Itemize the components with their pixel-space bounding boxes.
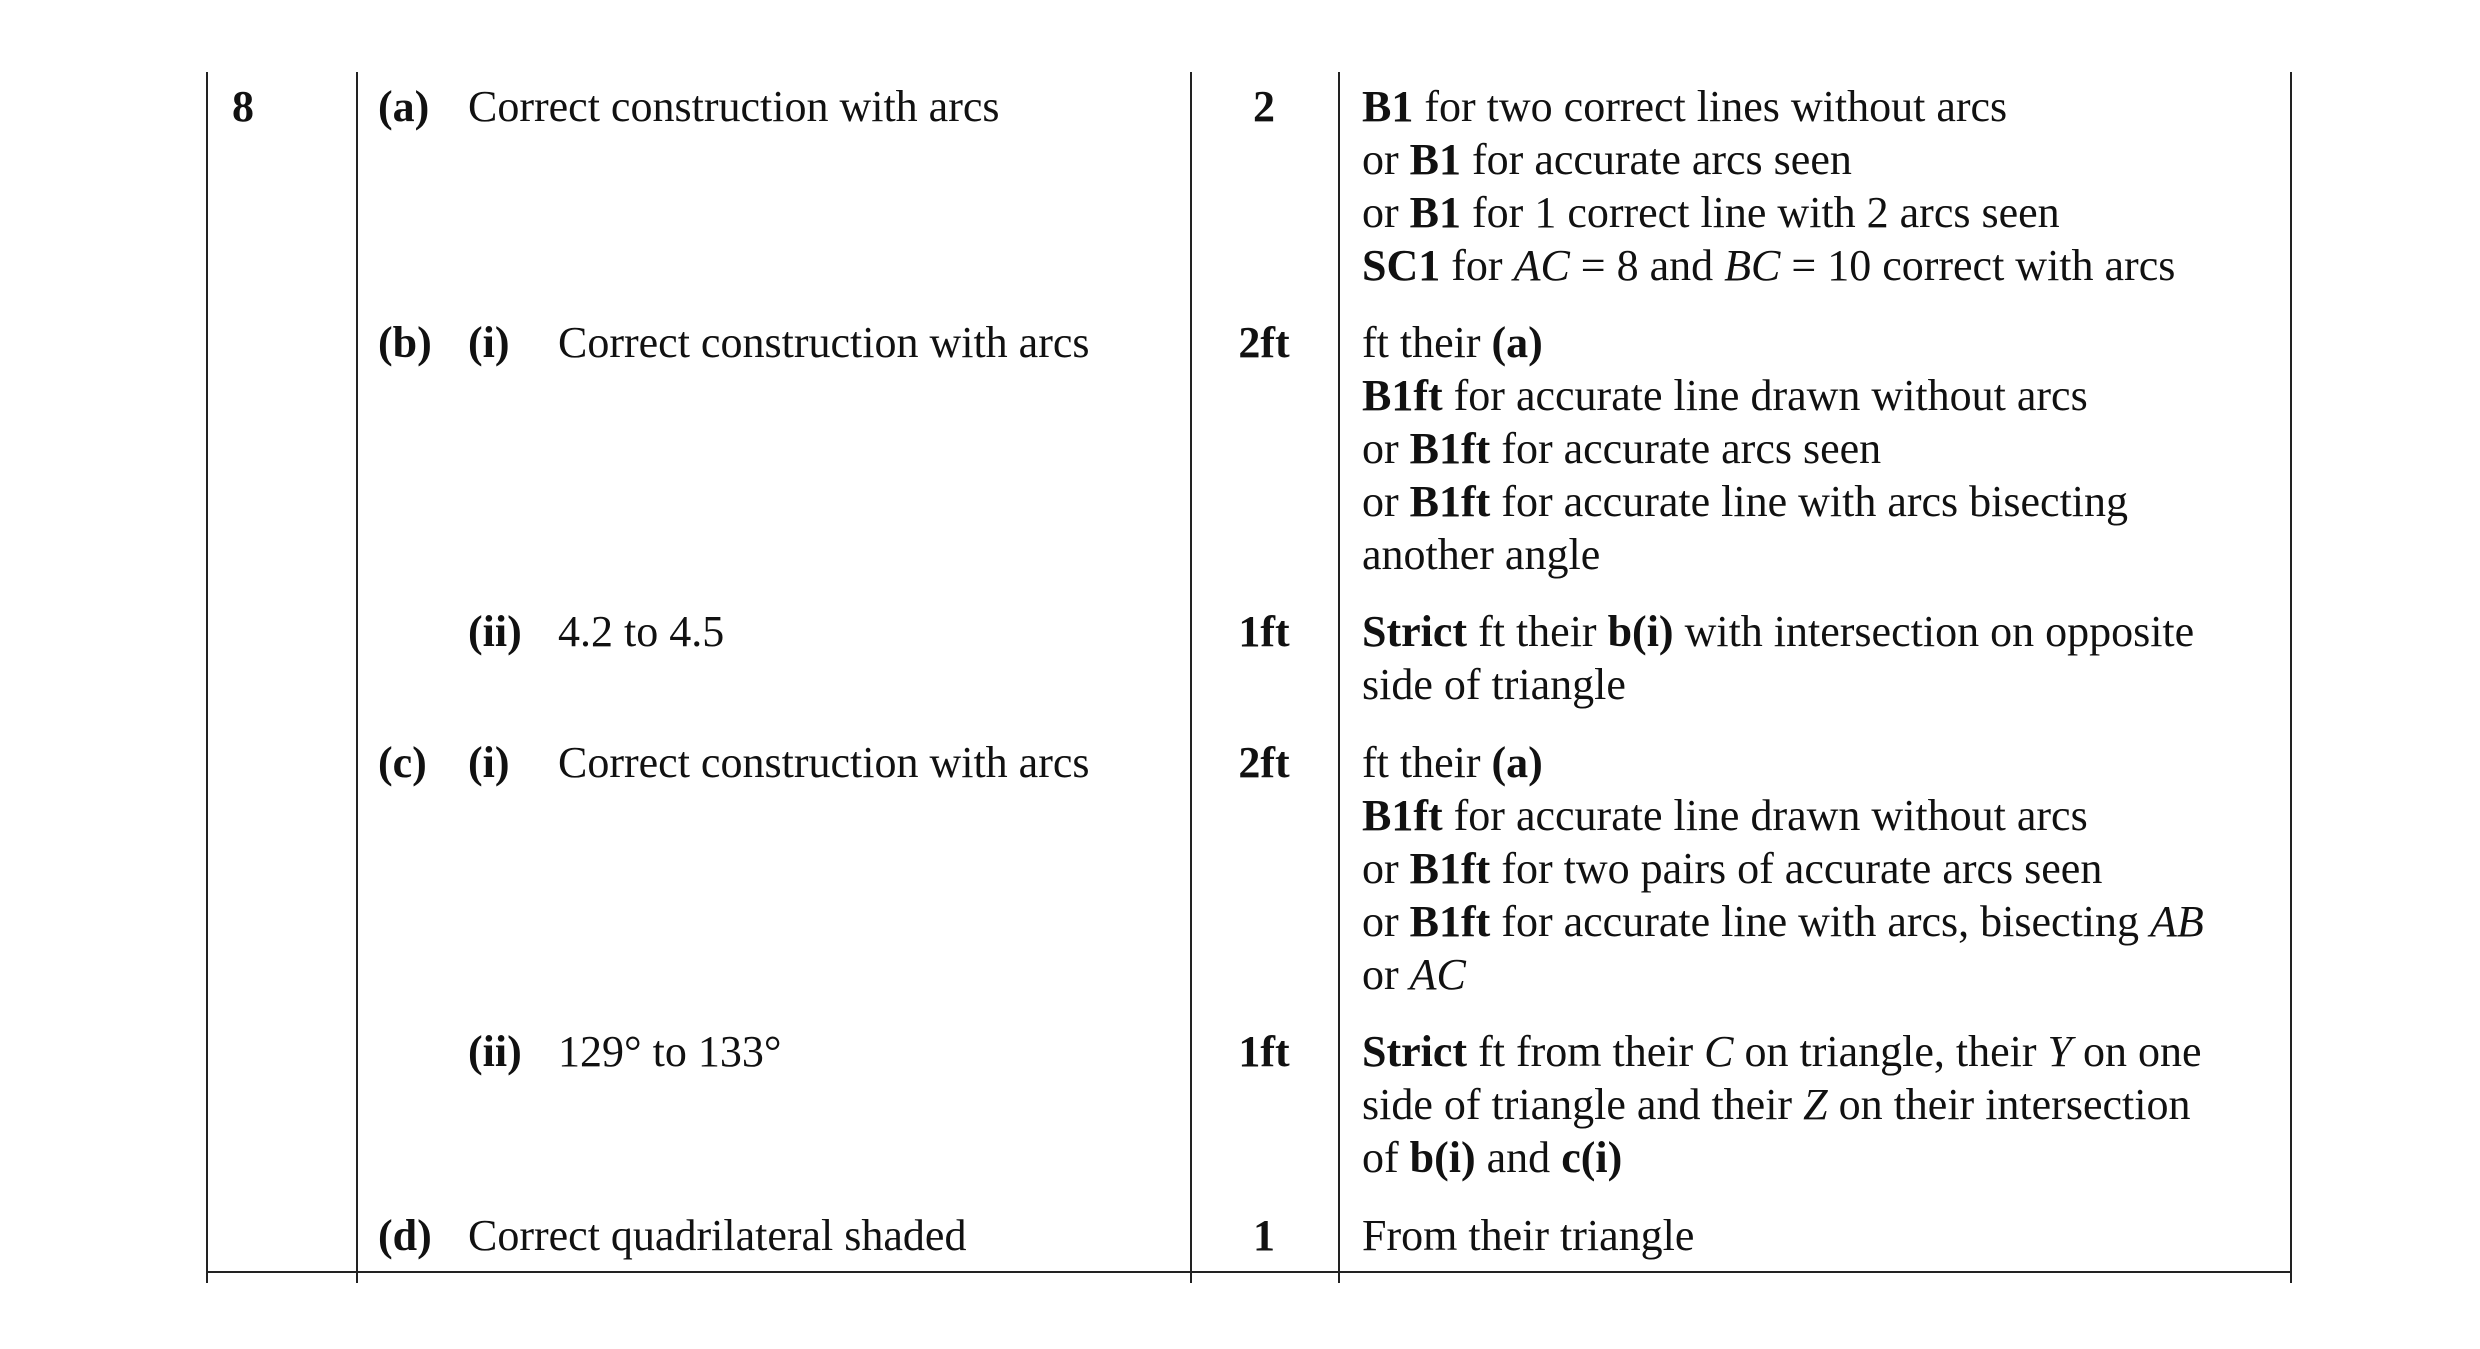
subpart-label-b-ii: (ii) bbox=[468, 607, 522, 656]
answer-d: Correct quadrilateral shaded bbox=[468, 1211, 967, 1260]
guidance-line bbox=[1362, 133, 2175, 186]
mark-code: B1ft bbox=[1409, 477, 1491, 526]
guidance-line bbox=[1362, 658, 2194, 711]
mark-code: SC1 bbox=[1362, 241, 1441, 290]
guidance-line bbox=[1362, 1078, 2202, 1131]
math-variable: Y bbox=[2047, 1027, 2072, 1076]
guidance-text: or bbox=[1362, 135, 1410, 184]
guidance-line bbox=[1362, 528, 2128, 581]
guidance-text: for bbox=[1440, 241, 1514, 290]
mark-b-ii: 1ft bbox=[1238, 607, 1290, 656]
table-bottom-rule bbox=[206, 1271, 2291, 1273]
mark-code: B1 bbox=[1409, 188, 1462, 237]
part-label-a: (a) bbox=[378, 82, 430, 131]
guidance-text: ft their bbox=[1362, 738, 1492, 787]
guidance-line bbox=[1362, 80, 2175, 133]
guidance-line bbox=[1362, 1025, 2202, 1078]
guidance-text: side of triangle bbox=[1362, 660, 1626, 709]
guidance-text: or bbox=[1362, 188, 1410, 237]
guidance-text: From their triangle bbox=[1362, 1211, 1695, 1260]
guidance-text: ft their bbox=[1362, 318, 1492, 367]
math-variable: BC bbox=[1724, 241, 1781, 290]
answer-c-ii: 129° to 133° bbox=[558, 1027, 782, 1076]
guidance-text: side of triangle and their bbox=[1362, 1080, 1804, 1129]
mark-code: b(i) bbox=[1607, 607, 1674, 656]
mark-c-i: 2ft bbox=[1238, 738, 1290, 787]
guidance-text: for accurate arcs seen bbox=[1461, 135, 1852, 184]
mark-code: (a) bbox=[1491, 318, 1543, 367]
table-border-left bbox=[206, 72, 208, 1283]
part-label-d: (d) bbox=[378, 1211, 432, 1260]
guidance-line bbox=[1362, 948, 2204, 1001]
guidance-text: with intersection on opposite bbox=[1673, 607, 2195, 656]
guidance-c-ii bbox=[1362, 1025, 2202, 1184]
question-number: 8 bbox=[232, 82, 254, 131]
guidance-text: for accurate line drawn without arcs bbox=[1442, 791, 2088, 840]
guidance-text: for accurate line with arcs bisecting bbox=[1490, 477, 2129, 526]
guidance-text: = 8 and bbox=[1569, 241, 1725, 290]
column-divider-part bbox=[356, 72, 358, 1283]
mark-code: B1ft bbox=[1409, 844, 1491, 893]
guidance-text: ft their bbox=[1467, 607, 1608, 656]
guidance-line bbox=[1362, 369, 2128, 422]
guidance-line bbox=[1362, 789, 2204, 842]
guidance-text: for accurate line with arcs, bisecting bbox=[1490, 897, 2151, 946]
math-variable: AC bbox=[1513, 241, 1570, 290]
math-variable: AC bbox=[1409, 950, 1466, 999]
guidance-line bbox=[1362, 422, 2128, 475]
answer-b-i: Correct construction with arcs bbox=[558, 318, 1090, 367]
guidance-line bbox=[1362, 1131, 2202, 1184]
table-border-right bbox=[2290, 72, 2292, 1283]
column-divider-mark bbox=[1190, 72, 1192, 1283]
math-variable: C bbox=[1704, 1027, 1734, 1076]
guidance-text: for two pairs of accurate arcs seen bbox=[1490, 844, 2103, 893]
guidance-text: of bbox=[1362, 1133, 1410, 1182]
guidance-line bbox=[1362, 895, 2204, 948]
mark-c-ii: 1ft bbox=[1238, 1027, 1290, 1076]
guidance-b-i bbox=[1362, 316, 2128, 581]
guidance-text: and bbox=[1475, 1133, 1562, 1182]
guidance-text: for accurate arcs seen bbox=[1490, 424, 1882, 473]
guidance-text: ft from their bbox=[1467, 1027, 1705, 1076]
mark-code: B1ft bbox=[1409, 897, 1491, 946]
math-variable: AB bbox=[2150, 897, 2204, 946]
guidance-line bbox=[1362, 736, 2204, 789]
math-variable: Z bbox=[1803, 1080, 1828, 1129]
guidance-text: or bbox=[1362, 950, 1410, 999]
mark-a: 2 bbox=[1253, 82, 1275, 131]
part-label-b: (b) bbox=[378, 318, 432, 367]
guidance-b-ii bbox=[1362, 605, 2194, 711]
guidance-text: for two correct lines without arcs bbox=[1413, 82, 2008, 131]
mark-code: B1ft bbox=[1362, 371, 1443, 420]
guidance-text: or bbox=[1362, 424, 1410, 473]
answer-a: Correct construction with arcs bbox=[468, 82, 1000, 131]
guidance-text: for 1 correct line with 2 arcs seen bbox=[1461, 188, 2060, 237]
mark-code: Strict bbox=[1362, 1027, 1468, 1076]
answer-c-i: Correct construction with arcs bbox=[558, 738, 1090, 787]
subpart-label-c-ii: (ii) bbox=[468, 1027, 522, 1076]
guidance-line bbox=[1362, 1209, 1694, 1262]
answer-b-ii: 4.2 to 4.5 bbox=[558, 607, 725, 656]
mark-d: 1 bbox=[1253, 1211, 1275, 1260]
guidance-text: or bbox=[1362, 844, 1410, 893]
guidance-text: another angle bbox=[1362, 530, 1601, 579]
guidance-text: on triangle, their bbox=[1733, 1027, 2048, 1076]
guidance-c-i bbox=[1362, 736, 2204, 1001]
guidance-line bbox=[1362, 316, 2128, 369]
mark-code: B1ft bbox=[1409, 424, 1491, 473]
guidance-line bbox=[1362, 475, 2128, 528]
guidance-text: on their intersection bbox=[1827, 1080, 2191, 1129]
guidance-text: = 10 correct with arcs bbox=[1780, 241, 2176, 290]
guidance-line bbox=[1362, 605, 2194, 658]
guidance-text: for accurate line drawn without arcs bbox=[1442, 371, 2088, 420]
guidance-d bbox=[1362, 1209, 1694, 1262]
guidance-line bbox=[1362, 186, 2175, 239]
mark-b-i: 2ft bbox=[1238, 318, 1290, 367]
guidance-text: or bbox=[1362, 897, 1410, 946]
mark-code: B1 bbox=[1409, 135, 1462, 184]
mark-code: B1ft bbox=[1362, 791, 1443, 840]
mark-code: (a) bbox=[1491, 738, 1543, 787]
column-divider-notes bbox=[1338, 72, 1340, 1283]
mark-code: c(i) bbox=[1561, 1133, 1623, 1182]
mark-code: Strict bbox=[1362, 607, 1468, 656]
mark-code: B1 bbox=[1362, 82, 1414, 131]
guidance-line bbox=[1362, 842, 2204, 895]
mark-code: b(i) bbox=[1409, 1133, 1476, 1182]
subpart-label-c-i: (i) bbox=[468, 738, 510, 787]
guidance-text: or bbox=[1362, 477, 1410, 526]
part-label-c: (c) bbox=[378, 738, 427, 787]
guidance-line bbox=[1362, 239, 2175, 292]
guidance-text: on one bbox=[2071, 1027, 2202, 1076]
guidance-a bbox=[1362, 80, 2175, 292]
subpart-label-b-i: (i) bbox=[468, 318, 510, 367]
